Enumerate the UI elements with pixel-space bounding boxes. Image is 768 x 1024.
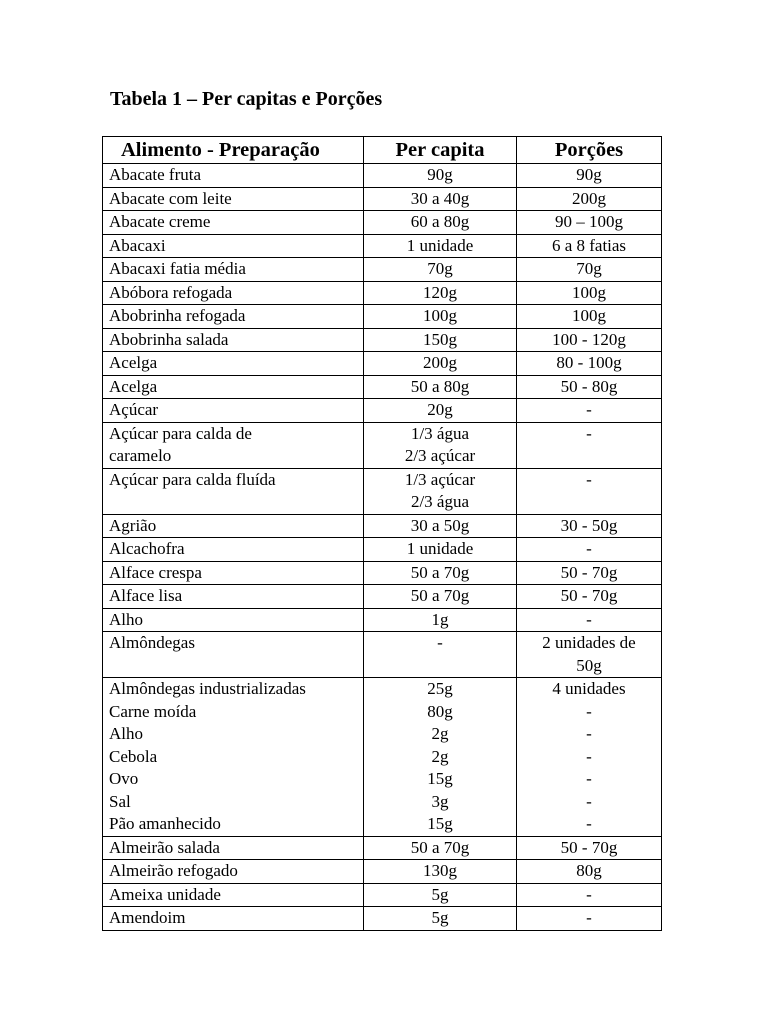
food-portions-table	[102, 136, 662, 931]
cell-per-capita: 120g	[364, 281, 517, 305]
cell-per-capita: 25g 80g 2g 2g 15g 3g 15g	[364, 678, 517, 837]
table-title: Tabela 1 – Per capitas e Porções	[110, 88, 383, 110]
table-row	[103, 836, 662, 860]
cell-porcoes: 70g	[517, 258, 662, 282]
table-row	[103, 514, 662, 538]
table-row	[103, 678, 662, 837]
cell-porcoes: -	[517, 608, 662, 632]
cell-porcoes: 50 - 70g	[517, 836, 662, 860]
cell-per-capita: 60 a 80g	[364, 211, 517, 235]
cell-per-capita: -	[364, 632, 517, 678]
cell-porcoes: -	[517, 422, 662, 468]
cell-alimento: Abóbora refogada	[103, 281, 364, 305]
table-row	[103, 538, 662, 562]
table-row	[103, 883, 662, 907]
cell-alimento: Alface lisa	[103, 585, 364, 609]
cell-porcoes: 50 - 70g	[517, 585, 662, 609]
cell-porcoes: 90 – 100g	[517, 211, 662, 235]
cell-porcoes: 6 a 8 fatias	[517, 234, 662, 258]
table-row	[103, 632, 662, 678]
cell-alimento: Alho	[103, 608, 364, 632]
table-row	[103, 164, 662, 188]
header-per-capita: Per capita	[364, 137, 517, 164]
cell-alimento: Amendoim	[103, 907, 364, 931]
cell-alimento: Almôndegas	[103, 632, 364, 678]
cell-alimento: Almôndegas industrializadas Carne moída Alho Cebola Ovo Sal Pão amanhecido	[103, 678, 364, 837]
table-row	[103, 422, 662, 468]
table-row	[103, 328, 662, 352]
cell-per-capita: 1g	[364, 608, 517, 632]
cell-per-capita: 150g	[364, 328, 517, 352]
cell-alimento: Açúcar para calda fluída	[103, 468, 364, 514]
cell-porcoes: 50 - 70g	[517, 561, 662, 585]
cell-per-capita: 5g	[364, 883, 517, 907]
table-row	[103, 281, 662, 305]
table-row	[103, 187, 662, 211]
cell-per-capita: 1 unidade	[364, 234, 517, 258]
table-row	[103, 907, 662, 931]
cell-alimento: Abacaxi	[103, 234, 364, 258]
cell-porcoes: 50 - 80g	[517, 375, 662, 399]
cell-alimento: Abacate creme	[103, 211, 364, 235]
cell-per-capita: 130g	[364, 860, 517, 884]
table-row	[103, 399, 662, 423]
cell-porcoes: 2 unidades de 50g	[517, 632, 662, 678]
cell-per-capita: 90g	[364, 164, 517, 188]
header-alimento: Alimento - Preparação	[103, 137, 364, 164]
cell-per-capita: 1/3 água 2/3 açúcar	[364, 422, 517, 468]
cell-per-capita: 1/3 açúcar 2/3 água	[364, 468, 517, 514]
cell-per-capita: 50 a 70g	[364, 585, 517, 609]
cell-porcoes: 80g	[517, 860, 662, 884]
cell-alimento: Açúcar	[103, 399, 364, 423]
cell-porcoes: 80 - 100g	[517, 352, 662, 376]
cell-porcoes: 30 - 50g	[517, 514, 662, 538]
cell-per-capita: 30 a 40g	[364, 187, 517, 211]
cell-alimento: Acelga	[103, 352, 364, 376]
table-row	[103, 468, 662, 514]
cell-porcoes: 100 - 120g	[517, 328, 662, 352]
cell-per-capita: 50 a 70g	[364, 836, 517, 860]
cell-porcoes: 100g	[517, 281, 662, 305]
cell-per-capita: 50 a 70g	[364, 561, 517, 585]
cell-per-capita: 30 a 50g	[364, 514, 517, 538]
table-row	[103, 608, 662, 632]
cell-alimento: Almeirão salada	[103, 836, 364, 860]
cell-alimento: Agrião	[103, 514, 364, 538]
table-row	[103, 561, 662, 585]
cell-alimento: Ameixa unidade	[103, 883, 364, 907]
table-row	[103, 585, 662, 609]
table-body	[103, 164, 662, 931]
cell-porcoes: 200g	[517, 187, 662, 211]
table-row	[103, 305, 662, 329]
table-row	[103, 352, 662, 376]
cell-alimento: Abacate fruta	[103, 164, 364, 188]
cell-alimento: Açúcar para calda de caramelo	[103, 422, 364, 468]
cell-porcoes: -	[517, 907, 662, 931]
cell-per-capita: 5g	[364, 907, 517, 931]
cell-per-capita: 50 a 80g	[364, 375, 517, 399]
cell-alimento: Abacaxi fatia média	[103, 258, 364, 282]
table-header-row	[103, 137, 662, 164]
table-row	[103, 258, 662, 282]
cell-per-capita: 100g	[364, 305, 517, 329]
cell-porcoes: -	[517, 399, 662, 423]
table-row	[103, 375, 662, 399]
cell-porcoes: -	[517, 883, 662, 907]
cell-alimento: Almeirão refogado	[103, 860, 364, 884]
header-porcoes: Porções	[517, 137, 662, 164]
cell-alimento: Abobrinha refogada	[103, 305, 364, 329]
cell-alimento: Acelga	[103, 375, 364, 399]
cell-per-capita: 20g	[364, 399, 517, 423]
table-row	[103, 211, 662, 235]
cell-alimento: Abacate com leite	[103, 187, 364, 211]
table-row	[103, 860, 662, 884]
cell-porcoes: -	[517, 538, 662, 562]
table-row	[103, 234, 662, 258]
cell-per-capita: 1 unidade	[364, 538, 517, 562]
cell-porcoes: 90g	[517, 164, 662, 188]
cell-alimento: Alface crespa	[103, 561, 364, 585]
cell-porcoes: 100g	[517, 305, 662, 329]
cell-porcoes: 4 unidades - - - - - -	[517, 678, 662, 837]
cell-alimento: Abobrinha salada	[103, 328, 364, 352]
cell-alimento: Alcachofra	[103, 538, 364, 562]
cell-per-capita: 200g	[364, 352, 517, 376]
cell-per-capita: 70g	[364, 258, 517, 282]
cell-porcoes: -	[517, 468, 662, 514]
